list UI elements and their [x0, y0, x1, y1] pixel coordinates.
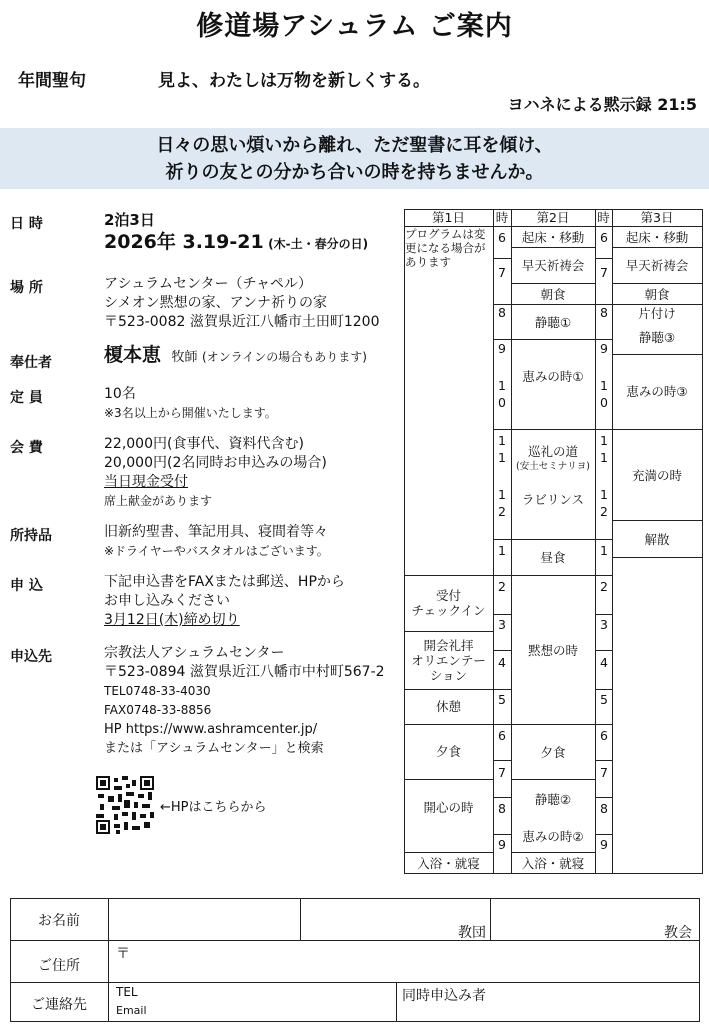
- verse-label: 年間聖句: [18, 71, 86, 91]
- day2-labyrinth: ラビリンス: [521, 491, 585, 507]
- day3-grace3: 恵みの時③: [626, 384, 688, 399]
- items-line-1: 旧新約聖書、筆記用具、寝間着等々: [104, 524, 328, 540]
- day2-pilgrim-title: 巡礼の道: [527, 444, 578, 459]
- form-contact-label: ご連絡先: [31, 997, 87, 1013]
- day2-bed: 入浴・就寝: [521, 855, 585, 871]
- contact-tel: TEL0748-33-4030: [104, 684, 211, 698]
- contact-search: または「アシュラムセンター」と検索: [104, 741, 324, 756]
- hour-12-a-1: 1: [498, 487, 506, 502]
- apply-deadline: 3月12日(木)締め切り: [104, 612, 240, 628]
- hour-6-c: 6: [600, 230, 608, 245]
- date-days: (木-土・春分の日): [268, 237, 369, 251]
- day3-fulfill: 充満の時: [631, 467, 682, 483]
- day2-listen2: 静聴②: [534, 791, 572, 807]
- application-form: [10, 898, 700, 1022]
- fee-line-4: 席上献金があります: [104, 494, 213, 508]
- hour-8-a: 8: [498, 305, 506, 320]
- place-line-1: アシュラムセンター（チャペル）: [104, 276, 313, 292]
- hour-12-c-1: 1: [600, 487, 608, 502]
- day2-pilgrim: [511, 441, 595, 477]
- hour-11-a-1: 1: [498, 433, 506, 448]
- items-line-2: ※ドライヤーやバスタオルはございます。: [104, 544, 329, 558]
- day2-lunch: 昼食: [540, 550, 566, 565]
- hour-7-d: 7: [600, 765, 608, 780]
- form-church-label: 教会: [664, 925, 692, 941]
- day3-wake: 起床・移動: [625, 229, 689, 245]
- items-label: 所持品: [10, 528, 52, 544]
- page-title: 修道場アシュラム ご案内: [196, 11, 513, 42]
- fee-line-2: 20,000円(2名同時お申込みの場合): [104, 455, 327, 471]
- invitation-banner: [0, 128, 709, 189]
- day1-opening: 開会礼拝 オリエンテー ション: [411, 637, 486, 683]
- hour-10-c-1: 1: [600, 378, 608, 393]
- hour-6-a: 6: [498, 230, 506, 245]
- place-line-3: 〒523-0082 滋賀県近江八幡市土田町1200: [104, 314, 380, 330]
- day3-listen3: 静聴③: [638, 329, 676, 345]
- items-value: [104, 523, 329, 561]
- leader-note: (オンラインの場合もあります): [201, 350, 367, 364]
- contact-fax: FAX0748-33-8856: [104, 703, 212, 717]
- form-email-label: Email: [116, 1004, 147, 1017]
- hour-3-a: 3: [498, 617, 506, 632]
- hour-2-c: 2: [600, 579, 608, 594]
- day1-heart: 開心の時: [423, 799, 474, 815]
- schedule-table: [404, 209, 703, 874]
- contact-address: 〒523-0894 滋賀県近江八幡市中村町567-2: [104, 664, 385, 680]
- day3-dismiss: 解散: [644, 531, 670, 547]
- hour-1-a: 1: [498, 543, 506, 558]
- hour-11-c-1: 1: [600, 433, 608, 448]
- hour-6-b: 6: [498, 728, 506, 743]
- day2-pilgrim-sub: (安土セミナリヨ): [516, 461, 590, 472]
- place-label: 場 所: [10, 280, 43, 296]
- capacity-number: 10名: [104, 386, 136, 402]
- form-name-field[interactable]: [110, 900, 298, 938]
- form-name-label: お名前: [38, 913, 80, 929]
- contact-label: 申込先: [10, 649, 52, 665]
- hour-9-c: 9: [600, 341, 608, 356]
- date-label: 日 時: [10, 216, 43, 232]
- header-day3: 第3日: [640, 210, 674, 225]
- day2-dinner: 夕食: [540, 744, 566, 760]
- day1-bed: 入浴・就寝: [417, 855, 480, 871]
- hour-1-c: 1: [600, 543, 608, 558]
- day2-listen1: 静聴①: [534, 314, 572, 330]
- day2-grace1: 恵みの時①: [522, 369, 584, 384]
- day1-note: プログラムは変更になる場合があります: [405, 227, 486, 269]
- place-line-2: シメオン黙想の家、アンナ祈りの家: [104, 295, 328, 311]
- date-duration: 2泊3日: [104, 211, 155, 229]
- fee-line-3: 当日現金受付: [104, 474, 188, 490]
- date-main: 2026年 3.19-21: [104, 231, 264, 253]
- hour-11-a-2: 1: [498, 450, 506, 465]
- apply-label: 申 込: [10, 578, 43, 594]
- qr-code-icon[interactable]: [96, 776, 154, 834]
- form-companion-label: 同時申込み者: [402, 988, 486, 1004]
- apply-value: [104, 573, 345, 630]
- hour-7-a: 7: [498, 265, 506, 280]
- verse-reference: ヨハネによる黙示録 21:5: [507, 95, 697, 114]
- banner-line-2: 祈りの友との分かち合いの時を持ちませんか。: [165, 162, 544, 183]
- hour-5-c: 5: [600, 692, 608, 707]
- hour-9-b: 9: [498, 837, 506, 852]
- hour-12-a-2: 2: [498, 504, 506, 519]
- hour-9-a: 9: [498, 341, 506, 356]
- day2-breakfast: 朝食: [540, 286, 566, 302]
- hour-4-a: 4: [498, 655, 506, 670]
- hour-7-c: 7: [600, 265, 608, 280]
- day2-prayer: 早天祈祷会: [521, 257, 585, 273]
- hour-7-b: 7: [498, 765, 506, 780]
- place-value: [104, 275, 379, 332]
- fee-label: 会 費: [10, 440, 43, 456]
- leader-role: 牧師: [171, 350, 198, 365]
- form-address-field[interactable]: [132, 942, 692, 980]
- hour-6-d: 6: [600, 728, 608, 743]
- form-tel-label: TEL: [116, 985, 138, 999]
- day2-grace2: 恵みの時②: [522, 828, 584, 844]
- day1-rest: 休憩: [435, 699, 461, 714]
- header-time-2: 時: [597, 210, 610, 225]
- hour-12-c-2: 2: [600, 504, 608, 519]
- contact-value: [104, 644, 385, 758]
- hour-4-c: 4: [600, 655, 608, 670]
- day2-meditation: 黙想の時: [527, 642, 578, 658]
- contact-org: 宗教法人アシュラムセンター: [104, 645, 285, 661]
- header-day1: 第1日: [432, 210, 465, 225]
- leader-value: [104, 346, 367, 367]
- day3-cleanup: 片付け: [638, 305, 676, 321]
- header-time-1: 時: [495, 210, 509, 225]
- hour-3-c: 3: [600, 617, 608, 632]
- capacity-value: [104, 385, 277, 423]
- form-address-label: ご住所: [38, 958, 80, 974]
- hour-9-d: 9: [600, 837, 608, 852]
- form-church-group-label: 教団: [458, 925, 486, 941]
- leader-label: 奉仕者: [10, 355, 52, 371]
- capacity-note: ※3名以上から開催いたします。: [104, 406, 277, 420]
- verse-text: 見よ、わたしは万物を新しくする。: [158, 71, 430, 91]
- apply-line-1: 下記申込書をFAXまたは郵送、HPから: [104, 574, 345, 590]
- contact-hp[interactable]: HP https://www.ashramcenter.jp/: [104, 722, 318, 737]
- hour-8-d: 8: [600, 801, 608, 816]
- hour-8-b: 8: [498, 801, 506, 816]
- form-postal-mark: 〒: [116, 946, 130, 962]
- date-main-row: [104, 233, 368, 254]
- hour-10-a-1: 1: [498, 378, 506, 393]
- hour-10-a-2: 0: [498, 395, 506, 410]
- hour-2-a: 2: [498, 579, 506, 594]
- day3-prayer: 早天祈祷会: [625, 257, 689, 273]
- hour-11-c-2: 1: [600, 450, 608, 465]
- qr-caption: ←HPはこちらから: [160, 800, 267, 815]
- day1-dinner: 夕食: [435, 744, 461, 759]
- day1-reception: 受付 チェックイン: [411, 588, 486, 618]
- banner-line-1: 日々の思い煩いから離れ、ただ聖書に耳を傾け、: [156, 135, 553, 156]
- fee-line-1: 22,000円(食事代、資料代含む): [104, 436, 304, 452]
- fee-value: [104, 435, 327, 511]
- hour-5-a: 5: [498, 692, 506, 707]
- hour-8-c: 8: [600, 305, 608, 320]
- apply-line-2: お申し込みください: [104, 593, 230, 609]
- day3-breakfast: 朝食: [644, 286, 670, 302]
- leader-name: 榎本恵: [104, 344, 162, 366]
- capacity-label: 定 員: [10, 390, 43, 406]
- day2-wake: 起床・移動: [521, 229, 585, 245]
- header-day2: 第2日: [536, 210, 570, 225]
- hour-10-c-2: 0: [600, 395, 608, 410]
